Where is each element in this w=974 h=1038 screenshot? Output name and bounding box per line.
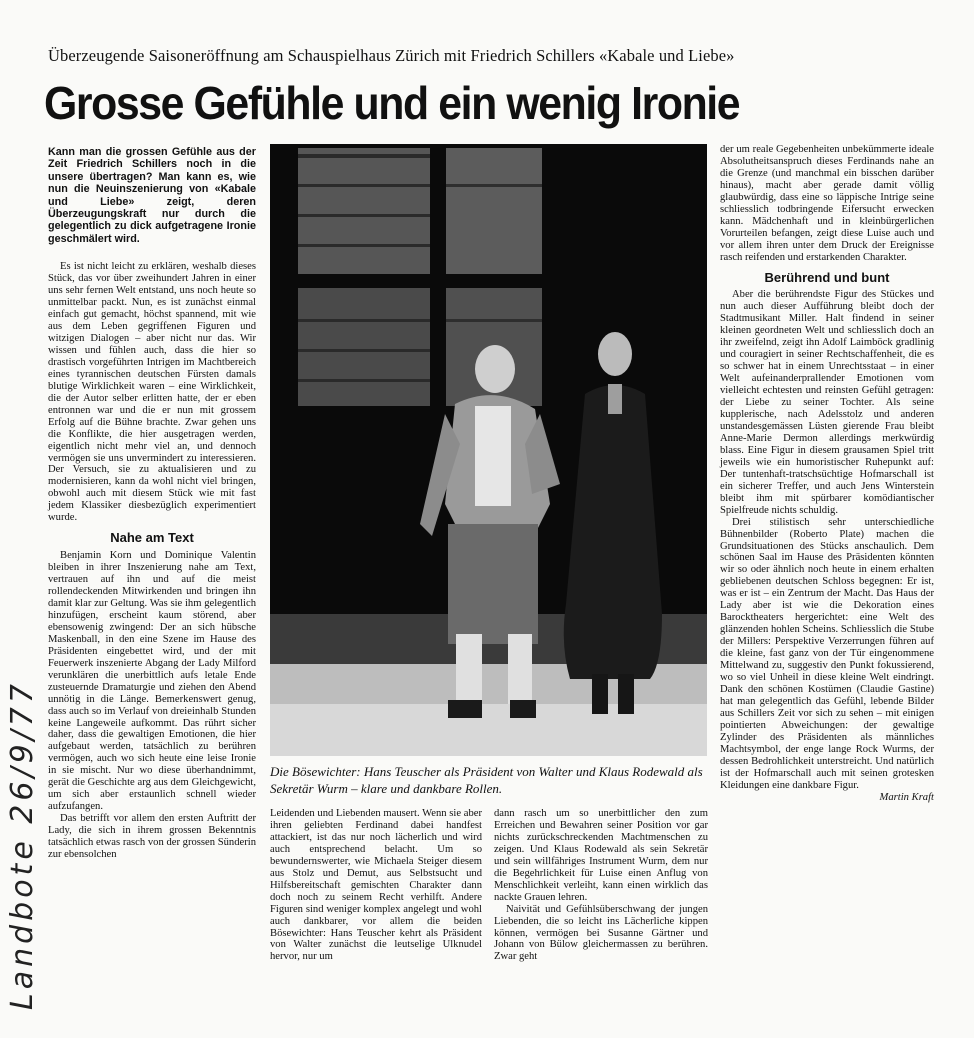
column-1 bbox=[48, 146, 256, 861]
stage-photo-image bbox=[270, 144, 707, 756]
paragraph: Naivität und Gefühlsüberschwang der jungen Liebenden, die so leicht ins Lächerliche kippen können, vermögen bei Susanne Gärtner und Johann von Bülow gleichermassen zu berühren. Zwar geht bbox=[494, 903, 708, 963]
author-signature: Martin Kraft bbox=[879, 791, 934, 803]
handwritten-source-note bbox=[4, 570, 44, 1010]
subheading-beruehrend-und-bunt: Berührend und bunt bbox=[764, 269, 890, 285]
paragraph: dann rasch um so unerbittlicher den zum Erreichen und Bewahren seiner Position vor gar nichts zurückschreckenden Machtmenschen zu zeigen. Und Klaus Rodewald als sein Sekretär und sein willfähriges Instrument Wurm, dem nur die Begehrlichkeit für Luise einen Anflug von Menschlichkeit verleiht, kann einen wirklich das nackte Grauen lehren. bbox=[494, 808, 708, 903]
paragraph: Benjamin Korn und Dominique Valentin bleiben in ihrer Inszenierung nahe am Text, vertrauen auf ihn und auf die meist rollendeckenden Mitwirkenden und bringen ihn damit klar zur Geltung. Was sie ihm gelegentlich hinzufügen, erscheint kaum störend, aber ebensowenig zwingend: Der an sich hübsche Maskenball, in den eine Szene im Hause des Präsidenten eingebettet wird, und der mit Feuerwerk inszenierte Abgang der Lady Milford verunklären die unerbittlich aufs letale Ende zusteuernde Dramaturgie und ziehen den Abend unnötig in die Länge. Bemerkenswert genug, dass auch so im Verlauf von dreieinhalb Stunden keine Langeweile aufkommt. Das rührt sicher daher, dass die gewaltigen Emotionen, die hier aufgebaut werden, tatsächlich zu berühren vermögen, auch wo sich heute eine leise Ironie in sie mischt. Nur wo diese überhandnimmt, gerät die Geschichte arg aus dem Gleichgewicht, um sich aber erstaunlich schnell wieder aufzufangen. bbox=[48, 550, 256, 813]
column-4 bbox=[720, 144, 934, 803]
paragraph: Es ist nicht leicht zu erklären, weshalb dieses Stück, das vor über zweihundert Jahren in einer uns sehr fernen Welt entstand, uns noch heute so unmittelbar packt. Nun, es ist zunächst einmal einfach gut gemacht, höchst spannend, mit wie aus dem Leben gegriffenen Figuren und witzigen Dialogen – aber nicht nur das. Wir wissen und fühlen auch, dass die hier so drastisch vorgeführten Intrigen im Machtbereich eines tyrannischen deutschen Fürsten damals blutige Wirklichkeit waren – eine Wirklichkeit, die der Autor selber erlitten hatte, der er eben entronnen war und die er nun mit grossem Erfolg auf die Bühne brachte. Zwar gehen uns die Konflikte, die hier ausgetragen werden, eigentlich nicht mehr viel an, und dennoch vermögen sie uns unvermindert zu interessieren. Der Versuch, sie zu aktualisieren und zu modernisieren, kann da wohl nicht viel bringen, obwohl auch mit diesem Stück wie mit fast jedem Klassiker diesbezüglich experimentiert wurde. bbox=[48, 261, 256, 524]
handwritten-text: Landbote 26/9/77 bbox=[5, 680, 40, 1010]
column-2 bbox=[270, 808, 482, 963]
subheading-nahe-am-text: Nahe am Text bbox=[110, 530, 194, 546]
paragraph: der um reale Gegebenheiten unbekümmerte ideale Absolutheitsanspruch dieses Ferdinands nahe an die Grenze (und manchmal ein bisschen darüber hinaus), macht aber gerade damit völlig glaubwürdig, dass eine so läppische Intrige seine schliesslich todbringende Eifersucht erwecken kann. Mädchenhaft und in kleinbürgerlichen Vorurteilen befangen, zeigt diese Luise auch und vor allem ihren unter dem Druck der Ereignisse rasch reifenden und erstarkenden Charakter. bbox=[720, 144, 934, 263]
lead-paragraph: Kann man die grossen Gefühle aus der Zeit Friedrich Schillers noch in die unsere übertragen? Man kann es, wie nun die Neuinszenierung von «Kabale und Liebe» zeigt, deren Überzeugungskraft nur durch die gelegentlich zu dick aufgetragene Ironie geschmälert wird. bbox=[48, 146, 256, 245]
paragraph: Leidenden und Liebenden mausert. Wenn sie aber ihren geliebten Ferdinand dabei handfest attackiert, ist das nur noch lächerlich und wird auch entsprechend belacht. Um so bewundernswerter, wie Michaela Steiger diesem aus Stolz und Demut, aus Selbstsucht und Hilfsbereitschaft gemischten Charakter dann doch noch zu seinem Recht verhilft. Andere Figuren sind weniger komplex angelegt und wohl auch dankbarer, vor allem die beiden Bösewichter: Hans Teuscher kehrt als Präsident von Walter zunächst die leutselige Ulknudel hervor, nur um bbox=[270, 808, 482, 963]
stage-photo bbox=[270, 144, 707, 756]
kicker: Überzeugende Saisoneröffnung am Schauspielhaus Zürich mit Friedrich Schillers «Kabale und Liebe» bbox=[48, 46, 735, 65]
column-3 bbox=[494, 808, 708, 963]
headline: Grosse Gefühle und ein wenig Ironie bbox=[44, 77, 740, 129]
photo-caption: Die Bösewichter: Hans Teuscher als Präsident von Walter und Klaus Rodewald als Sekretär Wurm – klare und dankbare Rollen. bbox=[270, 764, 703, 796]
paragraph: Das betrifft vor allem den ersten Auftritt der Lady, die sich in ihrem grossen Bekenntnis tatsächlich etwas rasch von der grossen Sünderin zur ebensolchen bbox=[48, 813, 256, 860]
paragraph: Drei stilistisch sehr unterschiedliche Bühnenbilder (Roberto Plate) machen die Grundsituationen des Stücks anschaulich. Dem schönen Saal im Hause des Präsidenten könnten wir so oder ähnlich noch heute in einem erhalten gebliebenen deutschen Schloss begegnen: Er ist, was er ist – ein Zentrum der Macht. Das Haus der Lady aber ist wie die Dekoration eines Barocktheaters hergerichtet: eine Welt des glänzenden hohlen Scheins. Schliesslich die Stube der Millers: Perspektive Verzerrungen führen auf die kleine, fast ganz von der Tür eingenommene Mittelwand zu, suggestiv den Punkt fokussierend, wo so viel Unheil in diese kleine Welt eindringt. Dank den schönen Kostümen (Claudie Gastine) hat man gelegentlich das Gefühl, lebende Bilder aus Schillers Zeit vor sich zu sehen – mit einigen pointierten Abweichungen: der gewaltige Zylinder des Präsidenten als männliches Machtsymbol, der enge lange Rock Wurms, der dessen Bedrohlichkeit unterstreicht. Und natürlich ist der Hofmarschall auch mit seinen grotesken Kleidungen eine dankbare Figur. bbox=[720, 516, 934, 791]
paragraph: Aber die berührendste Figur des Stückes und nun auch dieser Aufführung bleibt doch der Stadtmusikant Miller. Halt findend in seiner kleinen geordneten Welt und schliesslich doch an ihr zweifelnd, zeigt ihn Adolf Laimböck gradlinig und couragiert in seiner Rechtschaffenheit, die es so schwer hat in einem Unrechtsstaat – in einer Welt aufeinanderprallender Emotionen vom vielleicht echtesten und reinsten Gefühl getragen: der Liebe zu seiner Tochter. Als seine kupplerische, nach Adelsstolz und anderen unstandesgemässen Lüsten gierende Frau bleibt Anne-Marie Dermon allerdings merkwürdig blass. Eine Figur in diesem grausamen Spiel tritt jeweils wie ein humoristischer Ruhepunkt auf: Der tuntenhaft-tratschsüchtige Hofmarschall ist ein sicherer Treffer, und auch Jens Winterstein bleibt ihm mit spürbarer komödiantischer Spielfreude nichts schuldig. bbox=[720, 289, 934, 516]
